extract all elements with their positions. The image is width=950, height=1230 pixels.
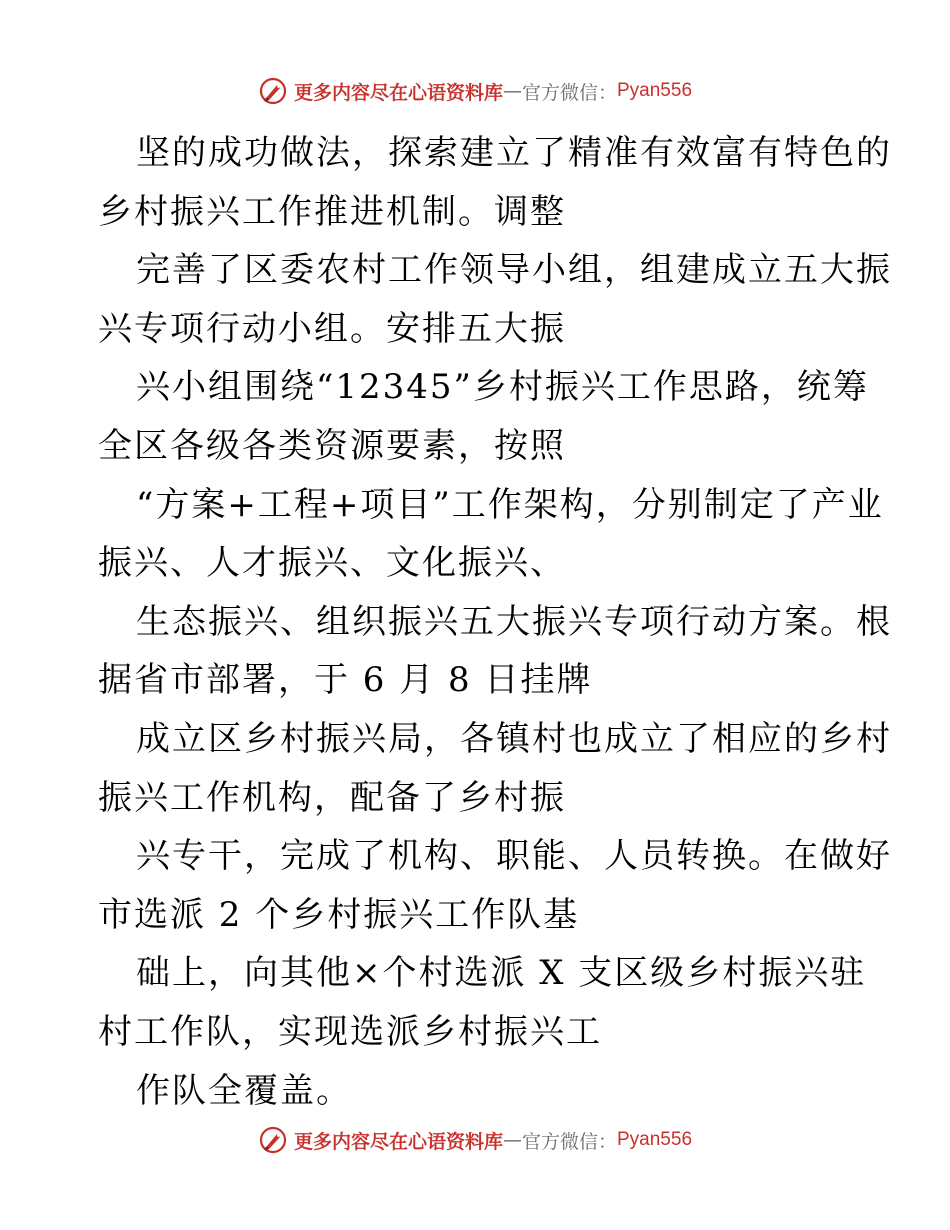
text-line: 础上，向其他×个村选派 X 支区级乡村振兴驻 [136,953,867,994]
text-line: 兴专干，完成了机构、职能、人员转换。在做好 [136,836,892,877]
text-line: 据省市部署，于 6 月 8 日挂牌 [98,660,593,701]
banner-site-text: 更多内容尽在心语资料库 [293,1130,503,1153]
banner-site-text: 更多内容尽在心语资料库 [293,81,503,104]
banner-wechat-id: Pyan556 [617,1129,693,1150]
pen-nib-logo-icon [258,1125,288,1155]
text-line: 兴专项行动小组。安排五大振 [98,308,566,349]
text-line: 兴小组围绕“12345”乡村振兴工作思路，统筹 [136,367,869,408]
banner-dash: — [502,80,522,102]
banner-wechat-id: Pyan556 [617,80,693,101]
text-line: 作队全覆盖。 [136,1070,352,1111]
text-line: 全区各级各类资源要素，按照 [98,425,566,466]
text-line: 生态振兴、组织振兴五大振兴专项行动方案。根 [136,601,892,642]
text-line: 坚的成功做法，探索建立了精准有效富有特色的 [136,133,892,173]
pen-nib-logo-icon [258,76,288,106]
text-line: 市选派 2 个乡村振兴工作队基 [98,894,580,935]
text-line: 完善了区委农村工作领导小组，组建成立五大振 [136,250,892,291]
document-body [98,124,892,1120]
text-line: 村工作队，实现选派乡村振兴工 [98,1011,602,1052]
text-line: 振兴工作机构，配备了乡村振 [98,777,566,818]
banner-wechat-label: 官方微信： [521,81,617,104]
footer-banner [0,1122,950,1158]
text-line: “方案+工程+项目”工作架构，分别制定了产业 [136,484,884,525]
text-line: 成立区乡村振兴局，各镇村也成立了相应的乡村 [136,718,892,759]
text-line: 振兴、人才振兴、文化振兴、 [98,543,566,584]
header-banner [0,73,950,109]
text-line: 乡村振兴工作推进机制。调整 [98,191,566,232]
banner-dash: — [502,1129,522,1151]
banner-wechat-label: 官方微信： [521,1130,617,1153]
